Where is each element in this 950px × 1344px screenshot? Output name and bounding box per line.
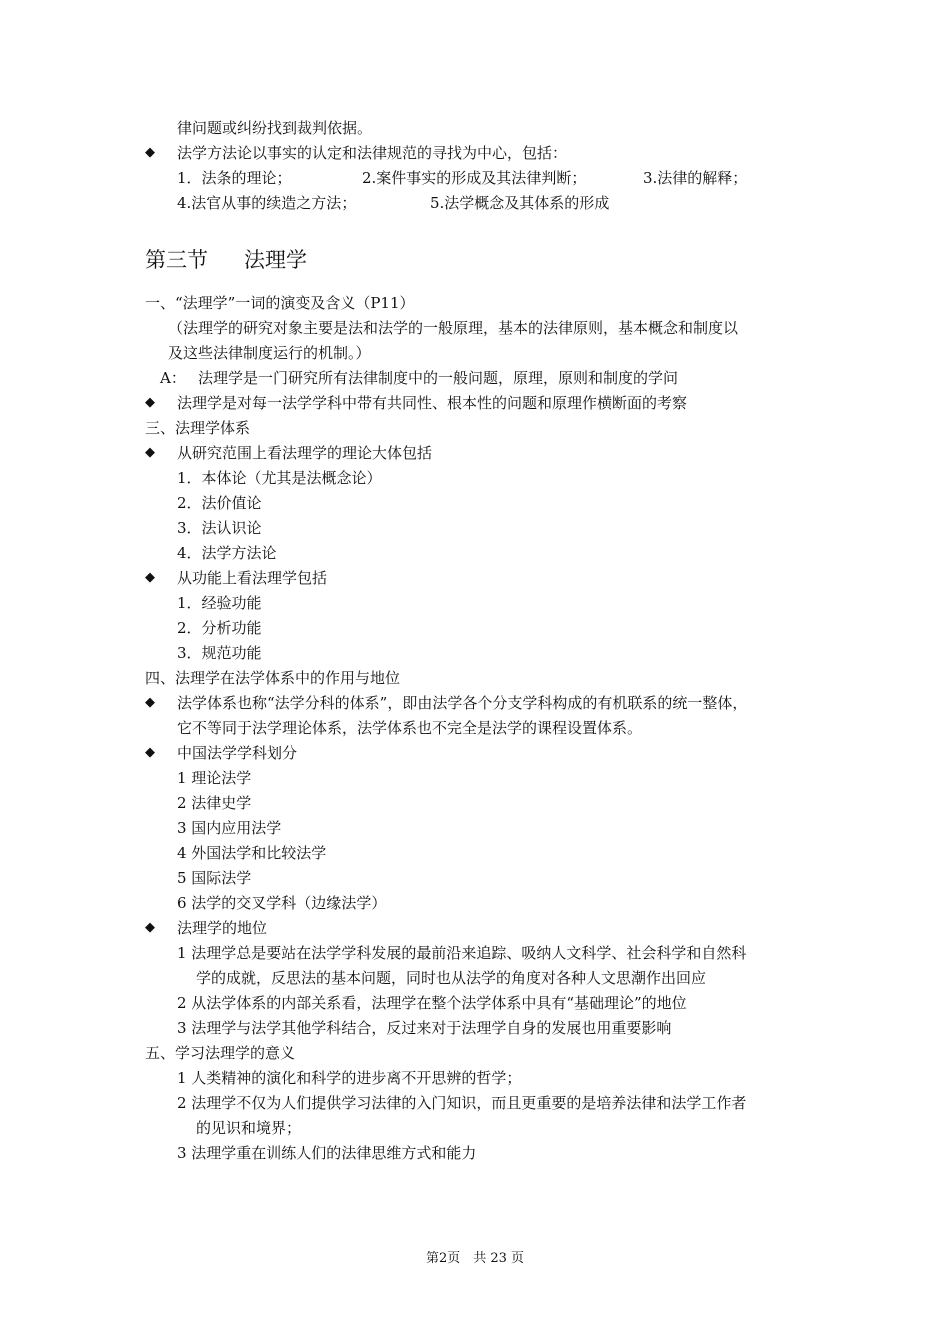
- part1-bullet-text: 法理学是对每一法学学科中带有共同性、根本性的问题和原理作横断面的考察: [177, 394, 688, 412]
- list-item: 2．分析功能: [177, 619, 262, 637]
- part3-bullet-text: 从研究范围上看法理学的理论大体包括: [177, 444, 433, 462]
- significance-item: 2 法理学不仅为人们提供学习法律的入门知识，而且更重要的是培养法律和法学工作者: [177, 1094, 747, 1112]
- part4-bullet-text: 它不等同于法学理论体系，法学体系也不完全是法学的课程设置体系。: [177, 719, 643, 737]
- list-item: 4 外国法学和比较法学: [177, 844, 327, 862]
- status-item: 2 从法学体系的内部关系看，法理学在整个法学体系中具有“基础理论”的地位: [177, 994, 687, 1012]
- part4-bullet-text: 法理学的地位: [177, 919, 268, 937]
- bullet-diamond-icon: ◆: [145, 920, 155, 935]
- list-item: 1 理论法学: [177, 769, 252, 787]
- part1-paren-line: （法理学的研究对象主要是法和法学的一般原理，基本的法律原则，基本概念和制度以: [168, 319, 739, 337]
- bullet-diamond-icon: ◆: [145, 695, 155, 710]
- answer-text: 法理学是一门研究所有法律制度中的一般问题，原理，原则和制度的学问: [198, 369, 679, 387]
- list-item: 1．本体论（尤其是法概念论）: [177, 469, 382, 487]
- answer-label: A：: [160, 369, 186, 387]
- list-item: 5 国际法学: [177, 869, 252, 887]
- list-item: 3．法认识论: [177, 519, 262, 537]
- list-item: 2．法价值论: [177, 494, 262, 512]
- bullet-diamond-icon: ◆: [145, 145, 155, 160]
- methodology-item: 3.法律的解释；: [643, 169, 748, 187]
- significance-item: 1 人类精神的演化和科学的进步离不开思辨的哲学；: [177, 1069, 522, 1087]
- part4-heading: 四、法理学在法学体系中的作用与地位: [145, 669, 401, 687]
- status-item: 1 法理学总是要站在法学学科发展的最前沿来追踪、吸纳人文科学、社会科学和自然科: [177, 944, 747, 962]
- bullet-diamond-icon: ◆: [145, 570, 155, 585]
- section-title: 法理学: [244, 248, 307, 272]
- list-item: 4．法学方法论: [177, 544, 277, 562]
- methodology-item: 4.法官从事的续造之方法；: [177, 194, 357, 212]
- list-item: 3．规范功能: [177, 644, 262, 662]
- bullet-diamond-icon: ◆: [145, 395, 155, 410]
- list-item: 3 国内应用法学: [177, 819, 282, 837]
- bullet-diamond-icon: ◆: [145, 445, 155, 460]
- significance-item: 3 法理学重在训练人们的法律思维方式和能力: [177, 1144, 477, 1162]
- methodology-item: 5.法学概念及其体系的形成: [430, 194, 610, 212]
- part3-bullet-text: 从功能上看法理学包括: [177, 569, 328, 587]
- section-number: 第三节: [145, 248, 208, 272]
- part3-heading: 三、法理学体系: [145, 419, 251, 437]
- list-item: 6 法学的交叉学科（边缘法学）: [177, 894, 387, 912]
- methodology-bullet-text: 法学方法论以事实的认定和法律规范的寻找为中心，包括：: [177, 144, 568, 162]
- methodology-item: 2.案件事实的形成及其法律判断；: [362, 169, 587, 187]
- part1-paren-line: 及这些法律制度运行的机制。）: [168, 344, 371, 362]
- part4-bullet-text: 法学体系也称“法学分科的体系”，即由法学各个分支学科构成的有机联系的统一整体，: [177, 694, 748, 712]
- part4-bullet-text: 中国法学学科划分: [177, 744, 298, 762]
- list-item: 1．经验功能: [177, 594, 262, 612]
- status-item: 学的成就，反思法的基本问题，同时也从法学的角度对各种人文思潮作出回应: [196, 969, 707, 987]
- part1-heading: 一、“法理学”一词的演变及含义（P11）: [145, 294, 415, 312]
- list-item: 2 法律史学: [177, 794, 252, 812]
- page-footer: 第2页 共 23 页: [425, 1251, 525, 1266]
- significance-item: 的见识和境界；: [196, 1119, 302, 1137]
- continued-line: 律问题或纠纷找到裁判依据。: [177, 119, 373, 137]
- bullet-diamond-icon: ◆: [145, 745, 155, 760]
- part5-heading: 五、学习法理学的意义: [145, 1044, 296, 1062]
- status-item: 3 法理学与法学其他学科结合，反过来对于法理学自身的发展也用重要影响: [177, 1019, 672, 1037]
- methodology-item: 1．法条的理论；: [177, 169, 292, 187]
